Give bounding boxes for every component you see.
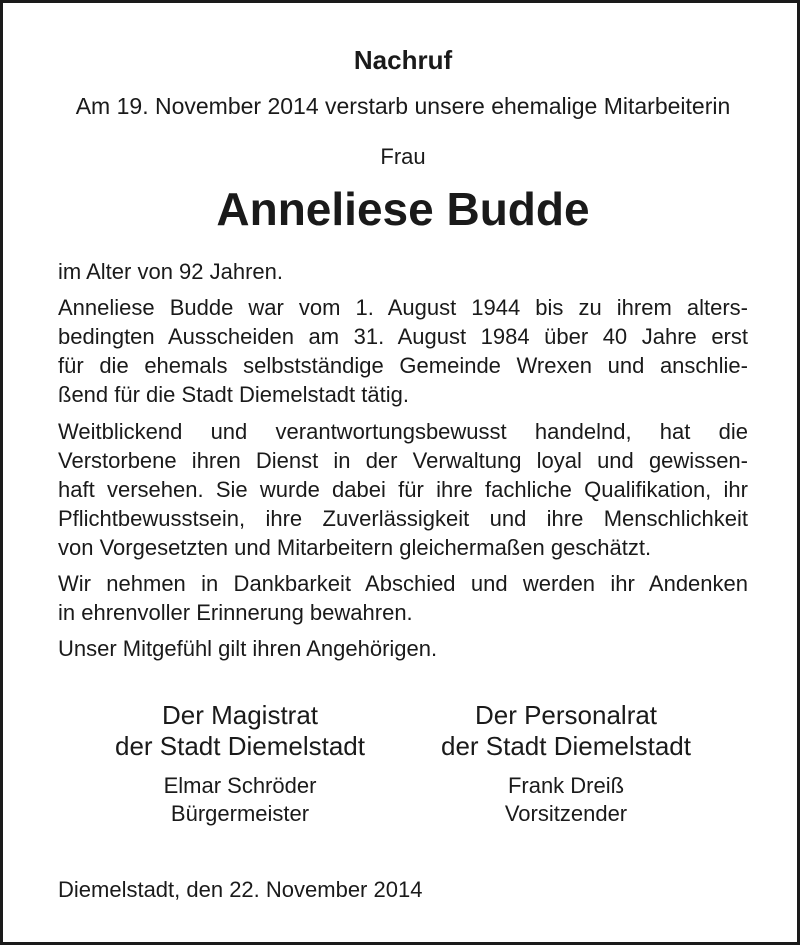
tribute-paragraph [58, 417, 748, 562]
paragraph-line: Wir nehmen in Dankbarkeit Abschied und werden ihr Andenken [58, 571, 748, 596]
signature-org-line: der Stadt Diemelstadt [114, 731, 365, 761]
signature-person: Frank Dreiß [507, 773, 625, 798]
age-line: im Alter von 92 Jahren. [58, 259, 284, 284]
signature-person: Elmar Schröder [163, 773, 317, 798]
career-paragraph [58, 293, 748, 409]
signature-title: Bürgermeister [170, 801, 310, 826]
signature-title: Vorsitzender [504, 801, 628, 826]
salutation: Frau [380, 144, 426, 169]
paragraph-line: Weitblickend und verantwortungsbewusst handelnd, hat die [58, 419, 748, 444]
signature-org-line: der Stadt Diemelstadt [440, 731, 691, 761]
intro-line: Am 19. November 2014 verstarb unsere ehemalige Mitarbeiterin [75, 93, 731, 119]
paragraph-line: Unser Mitgefühl gilt ihren Angehörigen. [58, 636, 438, 661]
paragraph-line: haft versehen. Sie wurde dabei für ihre fachliche Qualifikation, ihr [58, 477, 748, 502]
paragraph-line: für die ehemals selbstständige Gemeinde Wrexen und anschlie- [58, 353, 748, 378]
paragraph-line: Anneliese Budde war vom 1. August 1944 bis zu ihrem alters- [58, 295, 748, 320]
signature-org-line: Der Personalrat [474, 700, 658, 730]
signature-org-line: Der Magistrat [161, 700, 319, 730]
notice-heading: Nachruf [353, 45, 453, 75]
deceased-name: Anneliese Budde [216, 183, 590, 235]
paragraph-line: Pflichtbewusstsein, ihre Zuverlässigkeit und ihre Menschlichkeit [58, 506, 748, 531]
paragraph-line: Verstorbene ihren Dienst in der Verwaltung loyal und gewissen- [58, 448, 748, 473]
paragraph-line: bedingten Ausscheiden am 31. August 1984 über 40 Jahre erst [58, 324, 748, 349]
signature-personalrat [421, 700, 711, 828]
farewell-paragraph [58, 569, 748, 627]
paragraph-line: ßend für die Stadt Diemelstadt tätig. [58, 382, 409, 407]
paragraph-line: in ehrenvoller Erinnerung bewahren. [58, 600, 413, 625]
signature-magistrat [95, 700, 385, 828]
place-date-line: Diemelstadt, den 22. November 2014 [58, 877, 423, 902]
condolence-paragraph [58, 634, 748, 663]
paragraph-line: von Vorgesetzten und Mitarbeitern gleichermaßen geschätzt. [58, 535, 652, 560]
